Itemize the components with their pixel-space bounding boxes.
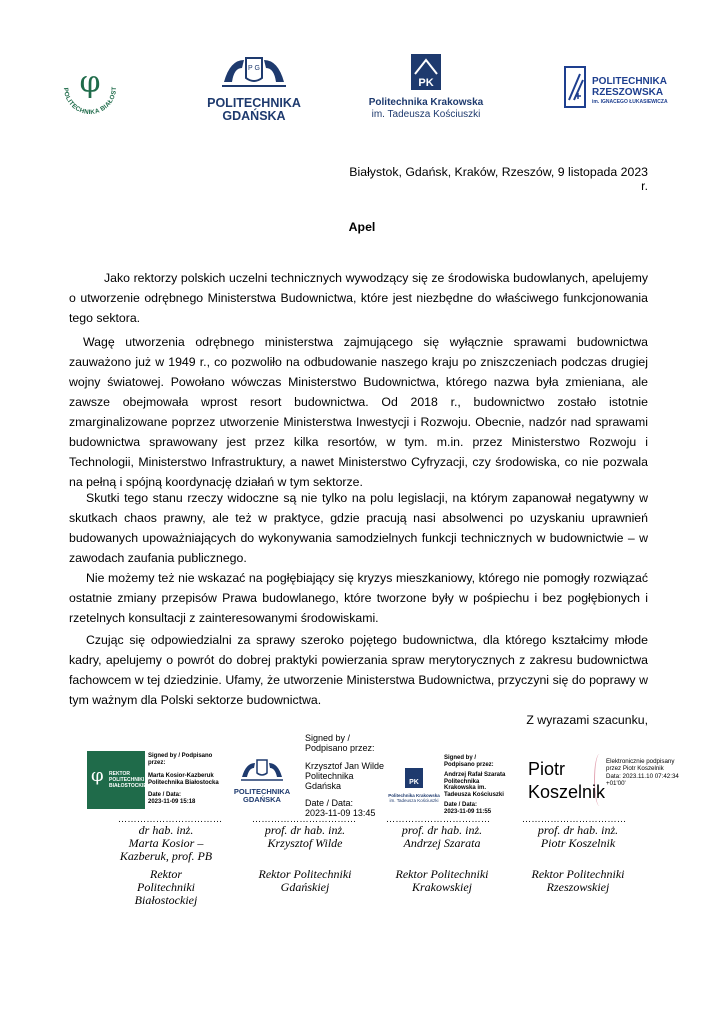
pg-stamp-logo [232, 757, 292, 804]
prz-emblem-icon [564, 66, 586, 108]
signatory-4 [510, 824, 646, 894]
signature-line-2: …………………………… [252, 814, 357, 824]
signatory-4-name: Piotr Koszelnik [540, 836, 616, 850]
prz-logo-line3: im. IGNACEGO ŁUKASIEWICZA [592, 99, 668, 105]
pb-stamp-line3: BIAŁOSTOCKIEJ [109, 783, 150, 789]
signatory-3-name: Andrzej Szarata [403, 836, 481, 850]
pb-stamp-logo [87, 751, 150, 809]
signatory-3-degree: prof. dr hab. inż. [401, 823, 483, 837]
svg-text:P G: P G [248, 65, 260, 72]
signature-line-3: …………………………… [386, 814, 491, 824]
paragraph-1: Jako rektorzy polskich uczelni technicznych wywodzący się ze środowiska budowlanych, apelujemy o utworzenie odrębnego Ministerstwa Budownictwa, które jest niezbędne do właściwego funkcjonowania tego sektora. [69, 271, 648, 325]
pb-stamp-line1: REKTOR [109, 771, 131, 777]
pg-stamp-logo-text: POLITECHNIKA GDAŃSKA [233, 787, 291, 804]
paragraph-3: Skutki tego stanu rzeczy widoczne są nie tylko na polu legislacji, na którym zapanował negatywny w skutkach chaos prawny, ale też w praktyce, gdzie pracują nasi absolwenci po uzyskaniu uprawnień budowanych upoważniających do wykonywania samodzielnych funkcji technicznych w budownictwie – w zawodach zaufania publicznego. [69, 491, 648, 565]
pk-stamp-emblem-icon [405, 768, 423, 788]
pb-signed-label: Signed by / Podpisano przez: [148, 753, 213, 766]
pg-signed-label: Signed by / Podpisano przez: [305, 733, 375, 753]
pg-crest-icon [216, 52, 292, 92]
signatory-2-degree: prof. dr hab. inż. [264, 823, 346, 837]
pk-signer: Andrzej Rafał Szarata Politechnika Krakowska im. Tadeusza Kościuszki [444, 772, 506, 798]
pb-logo [50, 48, 130, 128]
pg-stamp-crest-icon [237, 757, 287, 783]
paragraph-2: Wagę utworzenia odrębnego ministerstwa zajmującego się wyłącznie sprawami budownictwa zauważono już w 1949 r., co pozwoliło na odbudowanie naszego kraju po zniszczeniach podczas drugiej wojny światowej. Powołano wówczas Ministerstwo Budownictwa, którego nazwa była zmieniana, ale zawsze obejmowała wprost resort budownictwa. Od 2018 r., budownictwo zostało istotnie zmarginalizowane poprzez utworzenie Ministerstwa Inwestycji i Rozwoju. Obecnie, nadzór nad sprawami budownictwa sprawowany jest przez kilka resortów, w tym. m.in. przez Ministerstwo Rozwoju i Technologii, Ministerstwo Infrastruktury, a nawet Ministerstwo Cyfryzacji, czy środowiska, co nie pozwala na pełną i spójną koordynację działań w tym sektorze. [69, 335, 648, 489]
signatory-1 [98, 824, 234, 907]
signatory-2-name: Krzysztof Wilde [267, 836, 343, 850]
signature-line-4: …………………………… [522, 814, 627, 824]
signatory-2-role: Rektor Politechniki Gdańskiej [258, 867, 352, 894]
pk-stamp-line1: Politechnika Krakowska [388, 793, 440, 798]
signatory-3 [376, 824, 508, 894]
pg-date-label: Date / Data: [305, 798, 354, 808]
pg-logo-text: POLITECHNIKA GDAŃSKA [207, 96, 301, 123]
svg-text:POLITECHNIKA BIAŁOSTOCKA: POLITECHNIKA BIAŁOST [61, 86, 119, 117]
pg-stamp-info [305, 733, 395, 818]
svg-text:PK: PK [418, 77, 434, 89]
pk-logo [364, 54, 488, 124]
pk-logo-line2: im. Tadeusza Kościuszki [371, 109, 481, 120]
pb-signer: Marta Kosior-Kazberuk Politechnika Białostocka [148, 773, 219, 786]
prz-signer-name: Piotr Koszelnik [528, 759, 606, 802]
pb-date-label: Date / Data: [148, 792, 182, 798]
pb-emblem-icon [50, 48, 130, 128]
pg-date: 2023-11-09 13:45 [305, 808, 376, 818]
signature-line-1: …………………………… [118, 814, 223, 824]
svg-text:PK: PK [409, 779, 419, 786]
paragraph-4: Nie możemy też nie wskazać na pogłębiający się kryzys mieszkaniowy, którego nie pomogły rozwiązać ostatnie zmiany przepisów Prawa budowlanego, które tworzone były w pośpiechu i bez pogłębionych i rzetelnych konsultacji z zainteresowanymi środowiskami. [69, 571, 648, 625]
signatory-1-name: Marta Kosior – Kazberuk, prof. PB [119, 836, 213, 863]
closing: Z wyrazami szacunku, [526, 713, 648, 727]
place-date: Białystok, Gdańsk, Kraków, Rzeszów, 9 listopada 2023 r. [349, 165, 648, 193]
pk-stamp-logo [386, 768, 442, 803]
svg-text:φ: φ [79, 65, 101, 100]
pk-stamp-line2: im. Tadeusza Kościuszki [389, 798, 439, 803]
pk-stamp-info [444, 755, 506, 815]
document-title: Apel [348, 220, 376, 234]
pb-stamp-info [148, 753, 226, 805]
prz-signature-info: Elektronicznie podpisany przez Piotr Koszelnik Data: 2023.11.10 07:42:34 +01'00' [606, 758, 679, 787]
pb-stamp-icon: φ [91, 765, 104, 786]
signatory-1-degree: dr hab. inż. [138, 823, 194, 837]
prz-logo-line1: POLITECHNIKA [592, 76, 667, 87]
signatory-1-role: Rektor Politechniki Białostockiej [134, 867, 198, 907]
signatory-2 [240, 824, 370, 894]
pk-emblem-icon [411, 54, 441, 90]
paragraph-5: Czując się odpowiedzialni za sprawy szeroko pojętego budownictwa, dla którego kształcimy młode kadry, apelujemy o powrót do dobrej praktyki powierzania spraw merytorycznych z zakresu budownictwa fachowcem w tej dziedzinie. Ufamy, że utworzenie Ministerstwa Budownictwa, przyczyni się do poprawy w tym ważnym dla Polski sektorze budownictwa. [69, 633, 648, 707]
pk-date-label: Date / Data: [444, 802, 478, 808]
pk-date: 2023-11-09 11:55 [444, 808, 492, 815]
signatory-3-role: Rektor Politechniki Krakowskiej [395, 867, 489, 894]
pk-logo-line1: Politechnika Krakowska [368, 97, 484, 108]
pb-stamp-line2: POLITECHNIKI [109, 777, 145, 783]
signatory-4-degree: prof. dr hab. inż. [537, 823, 619, 837]
pg-signer: Krzysztof Jan Wilde Politechnika Gdańska [305, 761, 385, 791]
pk-signed-label: Signed by / Podpisano przez: [444, 755, 494, 768]
pg-logo [206, 52, 302, 124]
pb-date: 2023-11-09 15:18 [148, 798, 196, 805]
signatory-4-role: Rektor Politechniki Rzeszowskiej [531, 867, 625, 894]
prz-logo-line2: RZESZOWSKA [592, 87, 664, 98]
prz-logo [564, 66, 684, 110]
